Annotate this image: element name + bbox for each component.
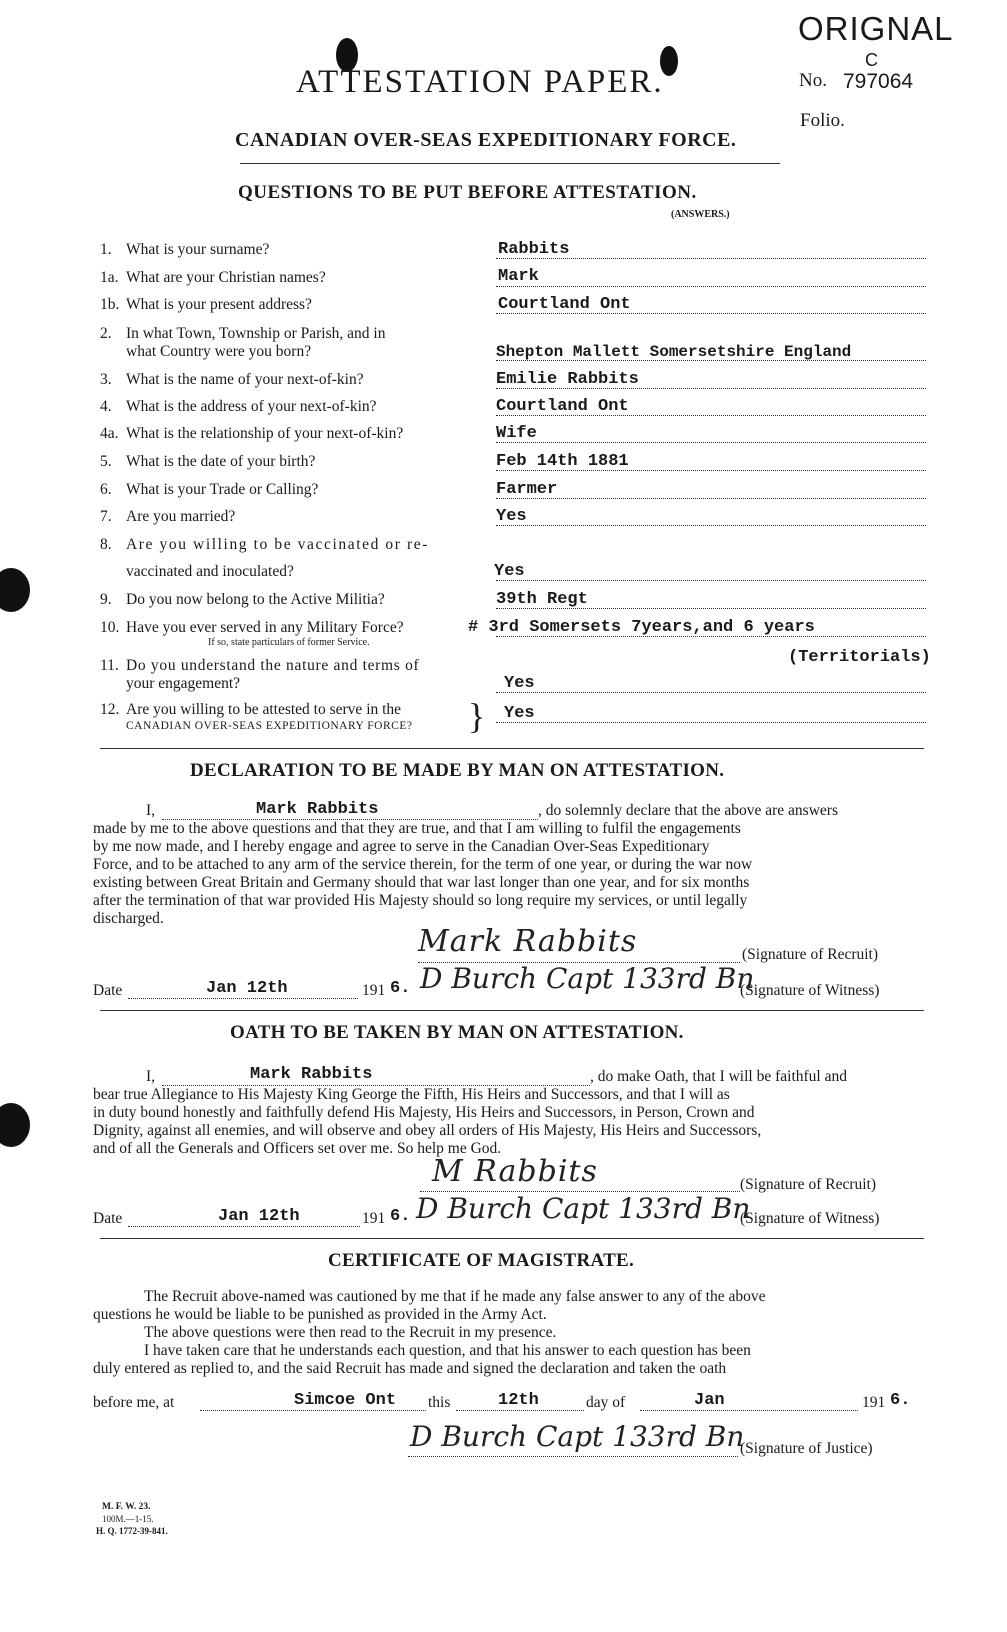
declaration-year-prefix: 191 (362, 982, 386, 999)
question-number: 1b. (100, 296, 120, 313)
day-of-label: day of (586, 1394, 626, 1411)
declaration-line: made by me to the above questions and that they are true, and that I am willing to fulfil the engagements (93, 820, 741, 837)
question-number: 8. (100, 536, 112, 553)
this-label: this (428, 1394, 451, 1411)
recruit-signature: Mark Rabbits (418, 924, 638, 959)
answer-birth-date: Feb 14th 1881 (496, 452, 629, 471)
before-me-label: before me, at (93, 1394, 175, 1411)
oath-i: I, (146, 1068, 156, 1085)
question-note: If so, state particulars of former Service. (208, 637, 370, 648)
certificate-year-suffix: 6. (890, 1391, 911, 1410)
document-subtitle: CANADIAN OVER-SEAS EXPEDITIONARY FORCE. (235, 129, 737, 151)
declaration-i: I, (146, 802, 156, 819)
document-title: ATTESTATION PAPER. (296, 64, 664, 100)
question-number: 1. (100, 241, 112, 258)
question-number: 2. (100, 325, 112, 342)
question-text: Are you married? (126, 508, 236, 525)
oath-recruit-signature: M Rabbits (432, 1154, 598, 1189)
question-number: 1a. (100, 269, 119, 286)
place-line (200, 1410, 426, 1411)
question-text: What is the address of your next-of-kin? (126, 398, 377, 415)
question-text: What is the name of your next-of-kin? (126, 371, 364, 388)
question-number: 4a. (100, 425, 119, 442)
answer-trade: Farmer (496, 480, 558, 499)
certificate-year-prefix: 191 (862, 1394, 886, 1411)
question-text: Have you ever served in any Military Force? (126, 619, 404, 636)
oath-signature-recruit-label: (Signature of Recruit) (740, 1176, 877, 1193)
question-text: your engagement? (126, 675, 241, 692)
signature-witness-label: (Signature of Witness) (740, 982, 880, 999)
answer-military-service-continued: (Territorials) (788, 648, 931, 667)
answer-line (496, 286, 926, 287)
justice-signature: D Burch Capt 133rd Bn (410, 1420, 745, 1453)
question-text: What are your Christian names? (126, 269, 326, 286)
answers-label: (ANSWERS.) (671, 209, 730, 220)
question-text: what Country were you born? (126, 343, 312, 360)
question-text: What is the date of your birth? (126, 453, 316, 470)
answer-vaccinated: Yes (494, 562, 525, 581)
oath-name: Mark Rabbits (250, 1065, 373, 1084)
answer-line (496, 498, 926, 499)
question-text: What is your surname? (126, 241, 270, 258)
question-number: 9. (100, 591, 112, 608)
witness-signature: D Burch Capt 133rd Bn (420, 962, 755, 995)
answer-kin-address: Courtland Ont (496, 397, 629, 416)
oath-year-suffix: 6. (390, 1207, 411, 1226)
answer-married: Yes (496, 507, 527, 526)
question-number: 6. (100, 481, 112, 498)
question-text: What is the relationship of your next-of-kin? (126, 425, 404, 442)
oath-line: in duty bound honestly and faithfully defend His Majesty, His Heirs and Successors, in Person, Crown and (93, 1104, 755, 1121)
answer-address: Courtland Ont (498, 295, 631, 314)
signature-recruit-label: (Signature of Recruit) (742, 946, 879, 963)
certificate-line: questions he would be liable to be punished as provided in the Army Act. (93, 1306, 547, 1323)
header-rule (240, 163, 780, 164)
declaration-heading: DECLARATION TO BE MADE BY MAN ON ATTESTATION. (190, 760, 725, 781)
oath-date: Jan 12th (218, 1207, 300, 1226)
questions-heading: QUESTIONS TO BE PUT BEFORE ATTESTATION. (238, 182, 697, 203)
question-text: In what Town, Township or Parish, and in (126, 325, 386, 342)
answer-willing: Yes (504, 704, 535, 723)
answer-military-service: # 3rd Somersets 7years,and 6 years (468, 618, 815, 637)
certificate-line: The above questions were then read to the Recruit in my presence. (144, 1324, 557, 1341)
oath-line-first: , do make Oath, that I will be faithful and (590, 1068, 847, 1085)
stamp-original: ORIGNAL (798, 10, 954, 47)
answer-understand: Yes (504, 674, 535, 693)
answer-line (496, 442, 926, 443)
answer-line (496, 722, 926, 723)
answer-line (496, 525, 926, 526)
answer-relationship: Wife (496, 424, 537, 443)
certificate-line: I have taken care that he understands each question, and that his answer to each question has been (144, 1342, 751, 1359)
question-text: What is your Trade or Calling? (126, 481, 319, 498)
question-text: vaccinated and inoculated? (126, 563, 294, 580)
certificate-day: 12th (498, 1391, 539, 1410)
oath-date-line (128, 1226, 360, 1227)
declaration-line: Force, and to be attached to any arm of the service therein, for the term of one year, or during the war now (93, 856, 753, 873)
question-text: CANADIAN OVER-SEAS EXPEDITIONARY FORCE? (126, 720, 413, 732)
question-number: 4. (100, 398, 112, 415)
month-line (640, 1410, 858, 1411)
punch-hole-bottom (0, 1103, 30, 1147)
question-text: Are you willing to be vaccinated or re- (126, 536, 429, 553)
answer-line (496, 580, 926, 581)
form-number: M. F. W. 23. (102, 1502, 151, 1512)
answer-militia: 39th Regt (496, 590, 588, 609)
stamp-letter: C (865, 50, 878, 70)
question-number: 11. (100, 657, 119, 674)
declaration-line: discharged. (93, 910, 164, 927)
answer-birthplace: Shepton Mallett Somersetshire England (496, 343, 852, 361)
answer-surname: Rabbits (498, 240, 570, 259)
oath-line: bear true Allegiance to His Majesty King George the Fifth, His Heirs and Successors, and that I will as (93, 1086, 730, 1103)
question-number: 7. (100, 508, 112, 525)
certificate-line: duly entered as replied to, and the said Recruit has made and signed the declaration and taken the oath (93, 1360, 727, 1377)
declaration-year-suffix: 6. (390, 979, 411, 998)
question-number: 10. (100, 619, 120, 636)
certificate-heading: CERTIFICATE OF MAGISTRATE. (328, 1250, 635, 1271)
date-label: Date (93, 982, 123, 999)
stamp-number-label: No. (799, 70, 827, 91)
question-number: 5. (100, 453, 112, 470)
oath-line: Dignity, against all enemies, and will observe and obey all orders of His Majesty, His Heirs and Successors, (93, 1122, 762, 1139)
answer-line (496, 692, 926, 693)
certificate-line: The Recruit above-named was cautioned by me that if he made any false answer to any of the above (144, 1288, 766, 1305)
question-text: Are you willing to be attested to serve in the (126, 701, 402, 718)
day-line (456, 1410, 584, 1411)
certificate-month: Jan (694, 1391, 725, 1410)
declaration-line-first: , do solemnly declare that the above are answers (538, 802, 838, 819)
oath-year-prefix: 191 (362, 1210, 386, 1227)
stamp-number: 797064 (843, 70, 914, 93)
oath-witness-signature: D Burch Capt 133rd Bn (416, 1192, 751, 1225)
date-line (128, 998, 358, 999)
question-text: Do you understand the nature and terms of (126, 657, 420, 674)
answer-christian-names: Mark (498, 267, 539, 286)
declaration-rule (100, 748, 924, 749)
answer-next-of-kin: Emilie Rabbits (496, 370, 639, 389)
certificate-place: Simcoe Ont (294, 1391, 397, 1410)
declaration-line: existing between Great Britain and Germany should that war last longer than one year, and for six months (93, 874, 750, 891)
declaration-date: Jan 12th (206, 979, 288, 998)
punch-hole-top (0, 568, 30, 612)
signature-justice-label: (Signature of Justice) (740, 1440, 873, 1457)
certificate-rule (100, 1238, 924, 1239)
question-text: What is your present address? (126, 296, 312, 313)
justice-signature-line (408, 1456, 738, 1457)
question-text: Do you now belong to the Active Militia? (126, 591, 385, 608)
oath-line: and of all the Generals and Officers set over me. So help me God. (93, 1140, 502, 1157)
hq-reference: H. Q. 1772-39-841. (96, 1526, 168, 1536)
declaration-name: Mark Rabbits (256, 800, 379, 819)
print-run: 100M.—1-15. (102, 1514, 154, 1524)
question-number: 3. (100, 371, 112, 388)
oath-signature-witness-label: (Signature of Witness) (740, 1210, 880, 1227)
question-number: 12. (100, 701, 120, 718)
declaration-line: after the termination of that war provided His Majesty should so long require my services, or until legally (93, 892, 748, 909)
folio-label: Folio. (800, 110, 845, 131)
oath-date-label: Date (93, 1210, 123, 1227)
bracket-glyph: } (468, 696, 486, 736)
oath-heading: OATH TO BE TAKEN BY MAN ON ATTESTATION. (230, 1022, 684, 1043)
declaration-line: by me now made, and I hereby engage and agree to serve in the Canadian Over-Seas Expeditionary (93, 838, 710, 855)
oath-rule (100, 1010, 924, 1011)
